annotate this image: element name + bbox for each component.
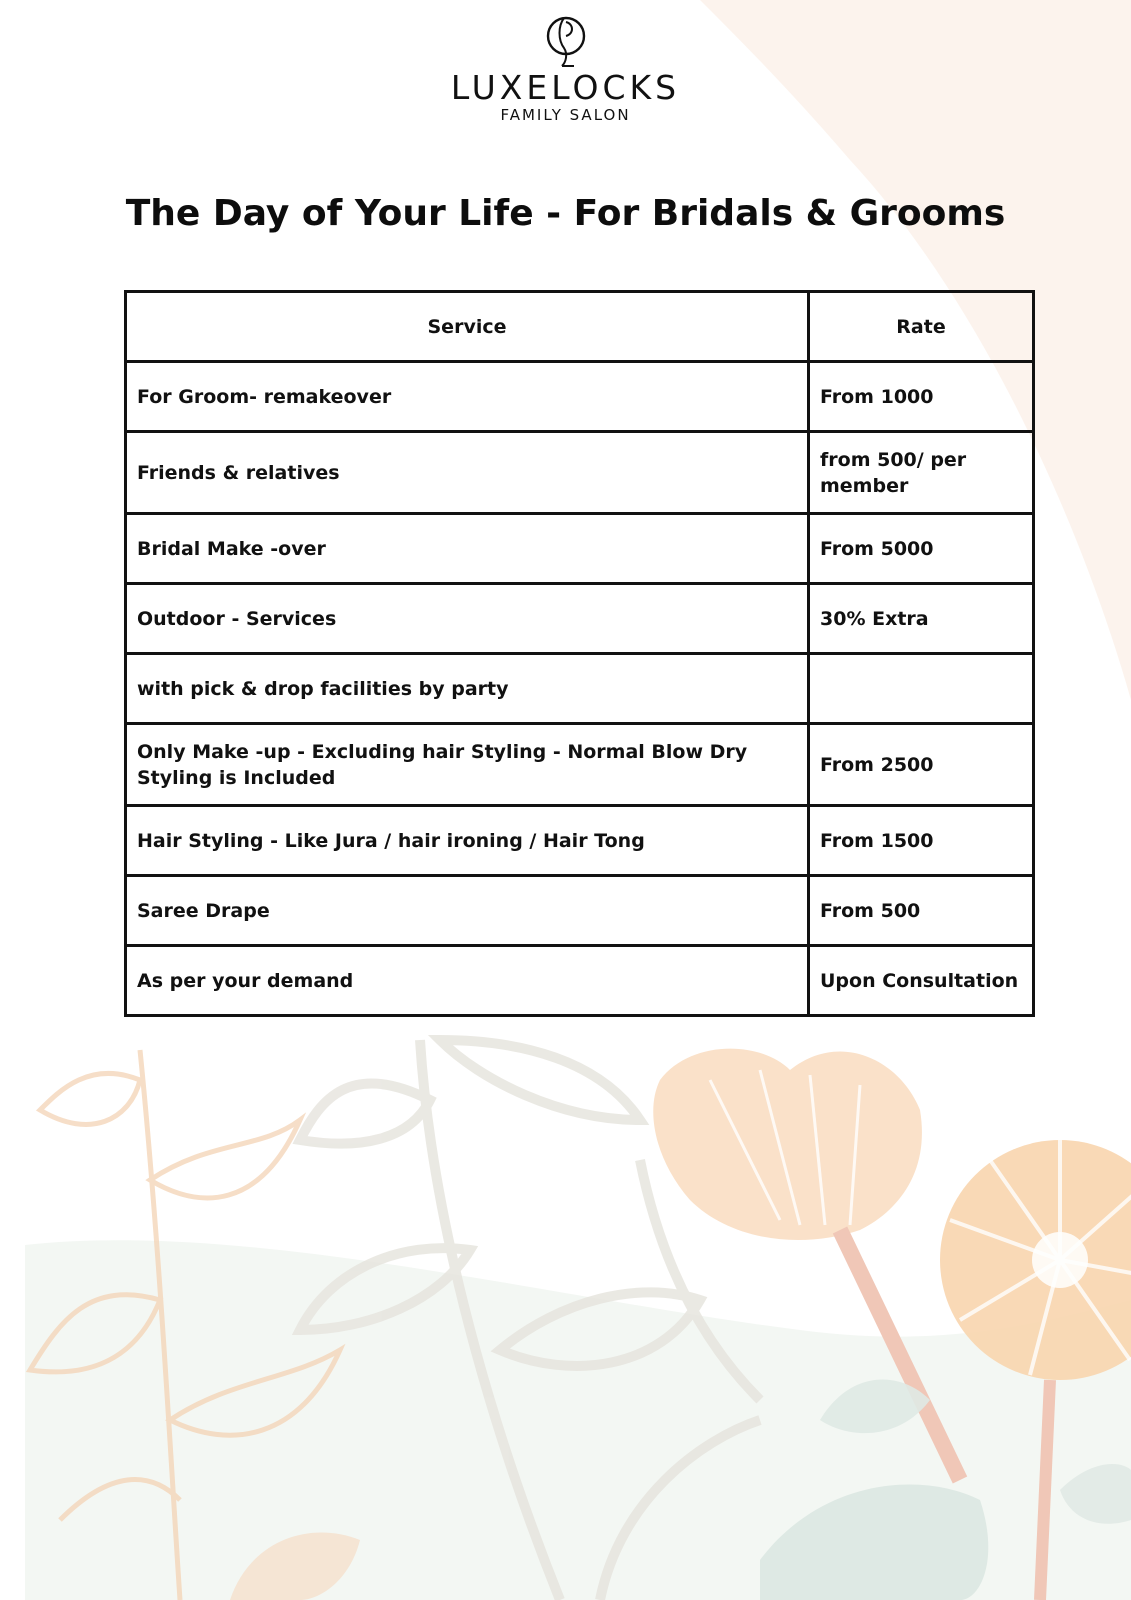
column-header-service: Service [126, 292, 809, 362]
table-header-row [126, 292, 1034, 362]
logo-monogram-icon [544, 12, 588, 68]
rate-cell: From 2500 [809, 724, 1034, 806]
table-row [126, 432, 1034, 514]
rate-cell: Upon Consultation [809, 946, 1034, 1016]
rate-cell: From 5000 [809, 514, 1034, 584]
table-row [126, 806, 1034, 876]
service-cell: Only Make -up - Excluding hair Styling - Normal Blow Dry Styling is Included [126, 724, 809, 806]
rate-cell: From 1500 [809, 806, 1034, 876]
table-row [126, 584, 1034, 654]
service-cell: As per your demand [126, 946, 809, 1016]
table-row [126, 654, 1034, 724]
page-title: The Day of Your Life - For Bridals & Grooms [125, 193, 1006, 234]
table-row [126, 362, 1034, 432]
table-row [126, 514, 1034, 584]
service-cell: Friends & relatives [126, 432, 809, 514]
service-cell: Outdoor - Services [126, 584, 809, 654]
table-row [126, 876, 1034, 946]
service-cell: For Groom- remakeover [126, 362, 809, 432]
salon-logo [0, 12, 1131, 124]
service-cell: Hair Styling - Like Jura / hair ironing / Hair Tong [126, 806, 809, 876]
rate-cell: From 500 [809, 876, 1034, 946]
table-row [126, 946, 1034, 1016]
table-row [126, 724, 1034, 806]
rate-cell: from 500/ per member [809, 432, 1034, 514]
rate-cell [809, 654, 1034, 724]
service-cell: with pick & drop facilities by party [126, 654, 809, 724]
service-cell: Saree Drape [126, 876, 809, 946]
brand-name: LUXELOCKS [450, 68, 681, 107]
rate-cell: 30% Extra [809, 584, 1034, 654]
rate-cell: From 1000 [809, 362, 1034, 432]
rates-table [124, 290, 1035, 1017]
service-cell: Bridal Make -over [126, 514, 809, 584]
brand-subtitle: FAMILY SALON [500, 106, 631, 124]
column-header-rate: Rate [809, 292, 1034, 362]
